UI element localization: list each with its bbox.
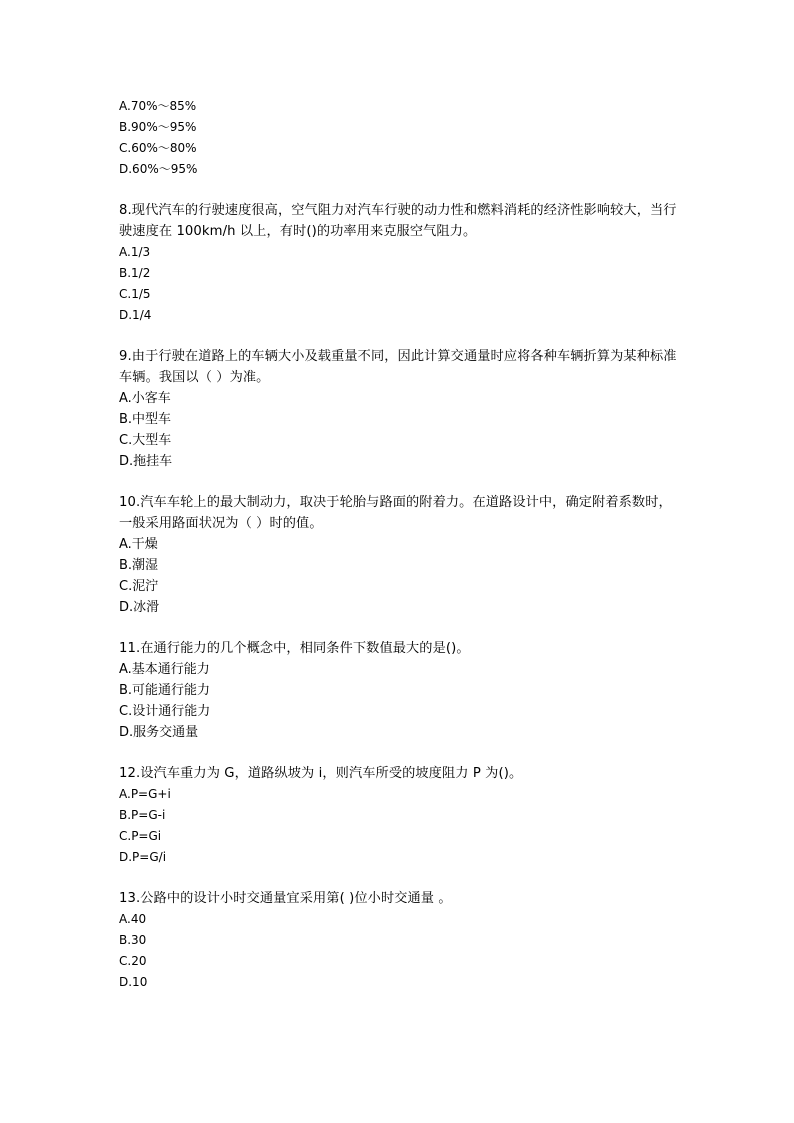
- option-a: A.干燥: [119, 537, 158, 552]
- option-b: B.可能通行能力: [119, 683, 211, 698]
- option-b: B.潮湿: [119, 558, 159, 573]
- option-d: D.P=G/i: [119, 850, 167, 864]
- option-c: C.泥泞: [119, 579, 159, 594]
- option-b: B.30: [119, 933, 147, 947]
- option-a: A.40: [119, 912, 147, 926]
- question-13: [119, 888, 679, 993]
- option-b: B.1/2: [119, 266, 151, 280]
- option-c: C.20: [119, 954, 147, 968]
- question-stem: 8.现代汽车的行驶速度很高，空气阻力对汽车行驶的动力性和燃料消耗的经济性影响较大，当行驶速度在 100km/h 以上，有时()的功率用来克服空气阻力。: [119, 203, 677, 239]
- question-stem: 9.由于行驶在道路上的车辆大小及载重量不同，因此计算交通量时应将各种车辆折算为某种标准车辆。我国以（ ）为准。: [119, 349, 677, 385]
- option-d: D.60%～95%: [119, 162, 198, 176]
- question-10: [119, 492, 679, 618]
- option-d: D.拖挂车: [119, 454, 173, 469]
- question-8: [119, 200, 679, 326]
- option-c: C.P=Gi: [119, 829, 162, 843]
- question-12: [119, 763, 679, 868]
- option-a: A.1/3: [119, 245, 151, 259]
- question-9: [119, 346, 679, 472]
- option-d: D.1/4: [119, 308, 152, 322]
- question-stem: 11.在通行能力的几个概念中，相同条件下数值最大的是()。: [119, 641, 470, 656]
- question-stem: 13.公路中的设计小时交通量宜采用第( )位小时交通量 。: [119, 891, 452, 906]
- option-c: C.设计通行能力: [119, 704, 211, 719]
- option-b: B.P=G-i: [119, 808, 166, 822]
- question-stem: 10.汽车车轮上的最大制动力，取决于轮胎与路面的附着力。在道路设计中，确定附着系数时，一般采用路面状况为（ ）时的值。: [119, 495, 672, 531]
- option-a: A.基本通行能力: [119, 662, 210, 677]
- option-d: D.10: [119, 975, 148, 989]
- option-c: C.60%～80%: [119, 141, 197, 155]
- question-stem: 12.设汽车重力为 G，道路纵坡为 i，则汽车所受的坡度阻力 P 为()。: [119, 766, 523, 781]
- question-11: [119, 638, 679, 743]
- option-d: D.冰滑: [119, 600, 160, 615]
- option-b: B.中型车: [119, 412, 172, 427]
- option-c: C.大型车: [119, 433, 172, 448]
- option-d: D.服务交通量: [119, 725, 199, 740]
- option-a: A.P=G+i: [119, 787, 171, 801]
- option-a: A.70%～85%: [119, 99, 197, 113]
- question-7-options: [119, 96, 679, 180]
- document-page: [119, 96, 679, 1013]
- option-a: A.小客车: [119, 391, 171, 406]
- option-b: B.90%～95%: [119, 120, 197, 134]
- option-c: C.1/5: [119, 287, 151, 301]
